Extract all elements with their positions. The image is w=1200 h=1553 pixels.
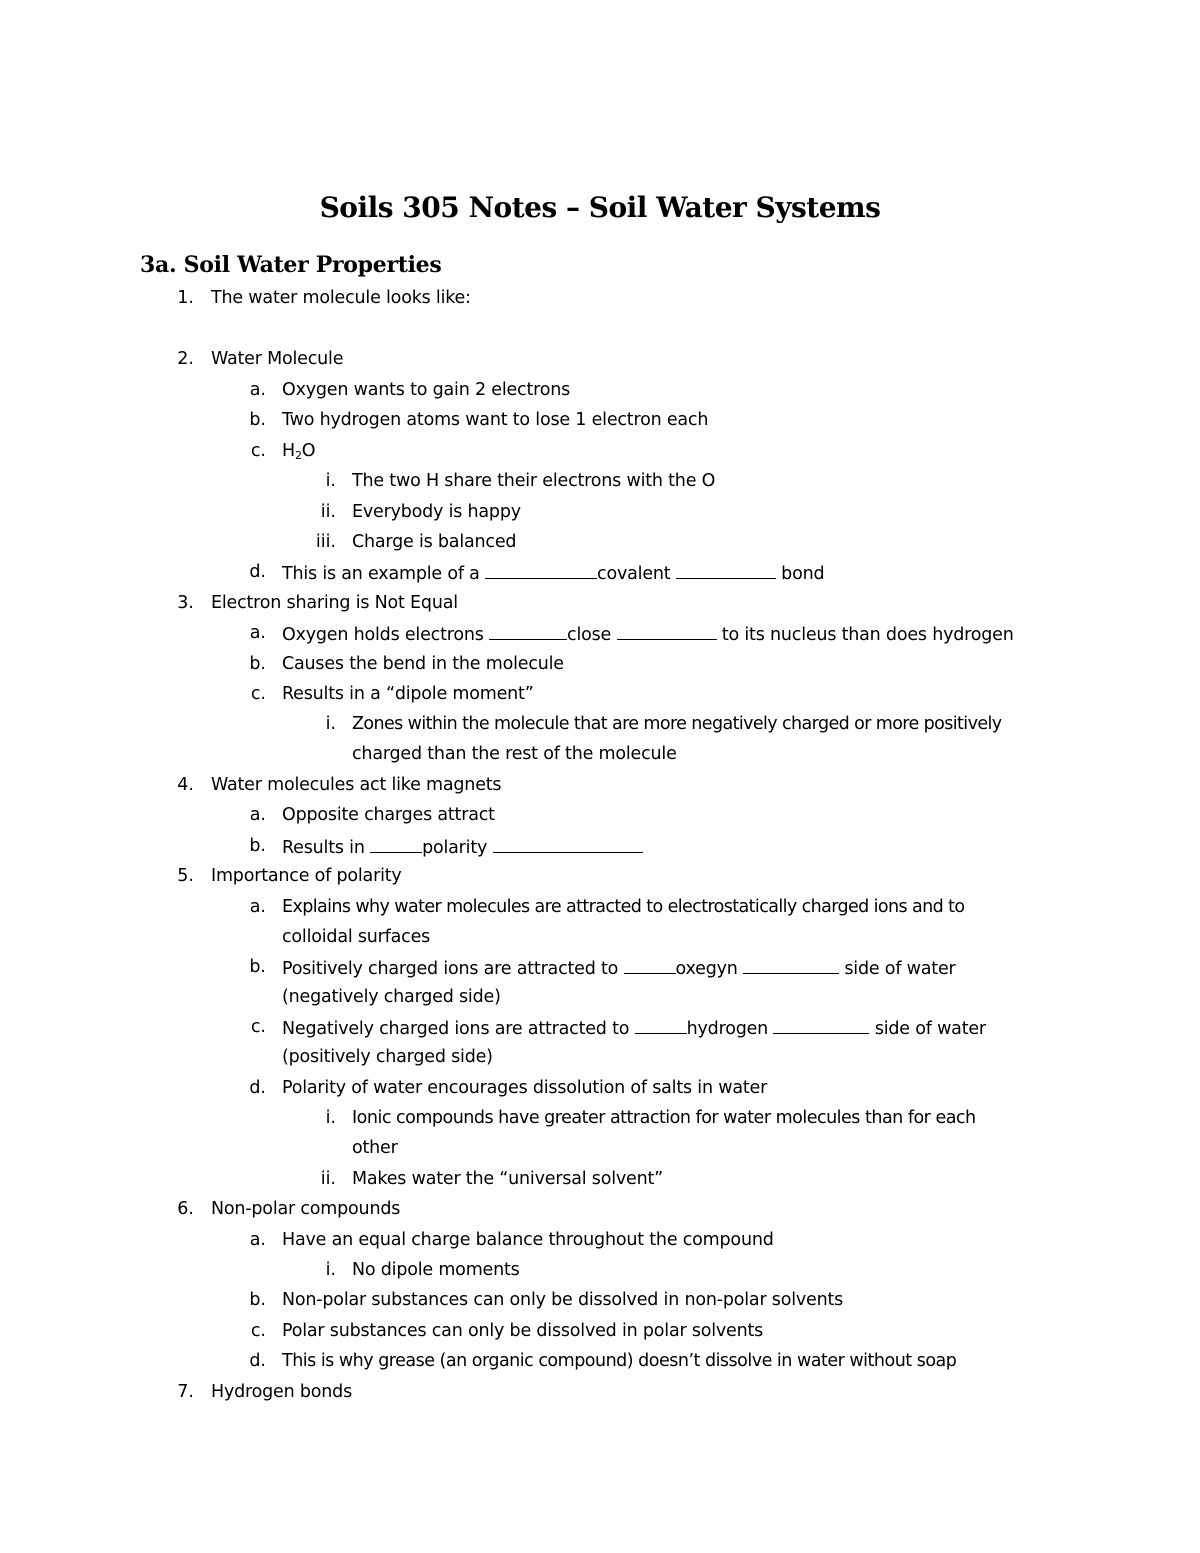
list-item-text: Non-polar compounds (211, 1199, 401, 1219)
text-fragment: side of water (869, 1019, 986, 1039)
list-marker: b. (249, 1290, 266, 1310)
list-marker: i. (325, 471, 336, 491)
list-item-text (282, 621, 1014, 647)
list-marker: i. (325, 1260, 336, 1280)
fill-blank (676, 560, 776, 579)
list-marker: c. (250, 441, 266, 461)
list-item-text: The water molecule looks like: (211, 288, 471, 308)
list-marker: 6. (177, 1199, 194, 1219)
list-marker: b. (249, 957, 266, 977)
list-marker: c. (250, 684, 266, 704)
list-marker: b. (249, 836, 266, 856)
list-marker: 2. (177, 349, 194, 369)
text-fragment: Negatively charged ions are attracted to (282, 1019, 635, 1039)
list-marker: b. (249, 654, 266, 674)
list-marker: d. (249, 1078, 266, 1098)
fill-blank (635, 1015, 687, 1034)
list-marker: 7. (177, 1382, 194, 1402)
fill-blank (617, 621, 717, 640)
list-item-text: Non-polar substances can only be dissolved in non-polar solvents (282, 1290, 844, 1310)
list-item-text: Causes the bend in the molecule (282, 654, 564, 674)
list-marker: ii. (320, 1169, 336, 1189)
fill-blank (493, 834, 643, 853)
text-fragment: side of water (839, 959, 956, 979)
list-item-text-continued: charged than the rest of the molecule (352, 744, 677, 764)
text-fragment: Results in (282, 838, 371, 858)
list-marker: b. (249, 410, 266, 430)
list-item-text-continued: other (352, 1138, 398, 1158)
list-item-text: Importance of polarity (211, 866, 402, 886)
answer-text: oxegyn (675, 959, 738, 979)
list-item-text: This is why grease (an organic compound) doesn’t dissolve in water without soap (282, 1351, 957, 1371)
list-marker: d. (249, 1351, 266, 1371)
list-item-text (282, 439, 315, 468)
list-item-text: Everybody is happy (352, 502, 521, 522)
page-title: Soils 305 Notes – Soil Water Systems (319, 191, 881, 224)
list-item-text (282, 1015, 986, 1041)
list-item-text: Two hydrogen atoms want to lose 1 electron each (282, 410, 709, 430)
list-marker: c. (250, 1321, 266, 1341)
section-heading: 3a. Soil Water Properties (140, 252, 442, 278)
list-marker: d. (249, 562, 266, 582)
list-item-text-continued: (negatively charged side) (282, 987, 501, 1007)
chem-o: O (301, 441, 316, 461)
fill-blank (489, 621, 567, 640)
list-marker: i. (325, 1108, 336, 1128)
list-item-text: Makes water the “universal solvent” (352, 1169, 664, 1189)
list-item-text: Explains why water molecules are attracted to electrostatically charged ions and to (282, 897, 965, 917)
list-marker: i. (325, 714, 336, 734)
fill-blank (485, 560, 597, 579)
list-item-text: Zones within the molecule that are more negatively charged or more positively (352, 714, 1002, 734)
list-item-text-continued: (positively charged side) (282, 1047, 493, 1067)
answer-text: covalent (597, 564, 671, 584)
answer-text: hydrogen (686, 1019, 769, 1039)
list-item-text: Have an equal charge balance throughout the compound (282, 1230, 774, 1250)
list-marker: 3. (177, 593, 194, 613)
list-marker: a. (249, 805, 266, 825)
list-item-text: Water molecules act like magnets (211, 775, 502, 795)
chem-h: H (282, 441, 295, 461)
fill-blank (773, 1015, 869, 1034)
chem-subscript: 2 (294, 449, 302, 462)
list-item-text: Opposite charges attract (282, 805, 495, 825)
list-item-text: Results in a “dipole moment” (282, 684, 534, 704)
list-marker: 5. (177, 866, 194, 886)
list-marker: 4. (177, 775, 194, 795)
list-marker: 1. (177, 288, 194, 308)
list-item-text: The two H share their electrons with the O (352, 471, 716, 491)
list-item-text: Water Molecule (211, 349, 344, 369)
text-fragment: Oxygen holds electrons (282, 625, 490, 645)
list-item-text: No dipole moments (352, 1260, 520, 1280)
list-item-text: Charge is balanced (352, 532, 517, 552)
list-item-text: Hydrogen bonds (211, 1382, 353, 1402)
list-marker: iii. (315, 532, 336, 552)
list-item-text: Oxygen wants to gain 2 electrons (282, 380, 571, 400)
list-marker: c. (250, 1017, 266, 1037)
list-marker: ii. (320, 502, 336, 522)
list-item-text: Electron sharing is Not Equal (211, 593, 458, 613)
list-item-text (282, 955, 956, 981)
list-item-text (282, 834, 643, 860)
list-item-text-continued: colloidal surfaces (282, 927, 431, 947)
list-marker: a. (249, 380, 266, 400)
fill-blank (624, 955, 676, 974)
list-marker: a. (249, 897, 266, 917)
text-fragment: to its nucleus than does hydrogen (716, 625, 1014, 645)
list-item-text: Ionic compounds have greater attraction for water molecules than for each (352, 1108, 976, 1128)
text-fragment: bond (775, 564, 825, 584)
list-item-text (282, 560, 824, 586)
answer-text: close (567, 625, 612, 645)
text-fragment: Positively charged ions are attracted to (282, 959, 624, 979)
answer-text: polarity (422, 838, 488, 858)
list-item-text: Polarity of water encourages dissolution of salts in water (282, 1078, 768, 1098)
list-marker: a. (249, 1230, 266, 1250)
text-fragment: This is an example of a (282, 564, 486, 584)
list-item-text: Polar substances can only be dissolved in polar solvents (282, 1321, 764, 1341)
fill-blank (743, 955, 839, 974)
fill-blank (370, 834, 422, 853)
list-marker: a. (249, 623, 266, 643)
